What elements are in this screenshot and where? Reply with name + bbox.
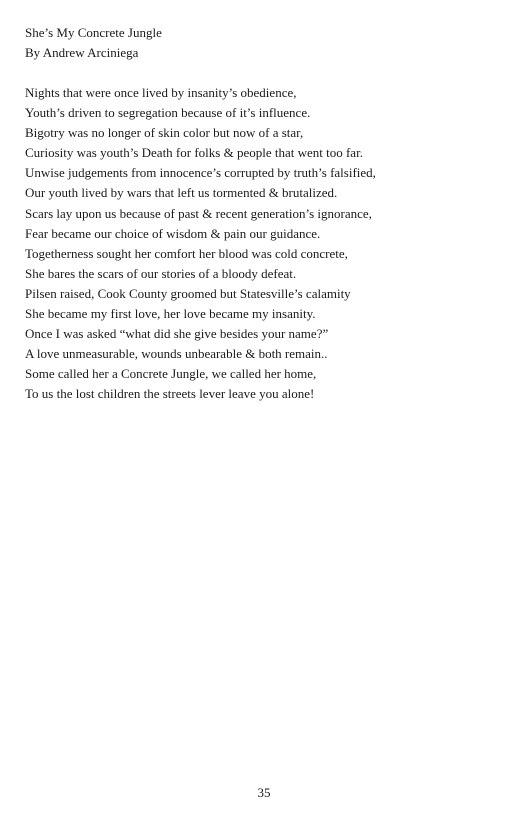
poem-line: She bares the scars of our stories of a bloody defeat. — [25, 265, 297, 281]
poem-header — [25, 23, 162, 63]
poem-line: To us the lost children the streets lever leave you alone! — [25, 386, 315, 402]
page-number: 35 — [257, 785, 271, 800]
poem-body — [25, 83, 505, 405]
poem-line: Scars lay upon us because of past & recent generation’s ignorance, — [25, 205, 372, 221]
poem-line: Nights that were once lived by insanity’s obedience, — [25, 85, 297, 100]
poem-title: She’s My Concrete Jungle — [25, 25, 162, 40]
poem-line: Some called her a Concrete Jungle, we called her home, — [25, 366, 317, 382]
poem-line: Curiosity was youth’s Death for folks & people that went too far. — [25, 145, 363, 161]
poem-line: A love unmeasurable, wounds unbearable & both remain.. — [25, 346, 328, 362]
poem-line: Once I was asked “what did she give besides your name?” — [25, 326, 329, 342]
poem-author: By Andrew Arciniega — [25, 45, 139, 60]
poem-line: Youth’s driven to segregation because of it’s influence. — [25, 105, 311, 121]
poem-line: Togetherness sought her comfort her blood was cold concrete, — [25, 245, 348, 261]
poem-line: Our youth lived by wars that left us tormented & brutalized. — [25, 185, 338, 201]
poem-line: Unwise judgements from innocence’s corrupted by truth’s falsified, — [25, 165, 376, 181]
poem-line: Pilsen raised, Cook County groomed but Statesville’s calamity — [25, 285, 351, 301]
poem-line: She became my first love, her love became my insanity. — [25, 306, 316, 322]
poem-line: Fear became our choice of wisdom & pain our guidance. — [25, 225, 321, 241]
poem-line: Bigotry was no longer of skin color but now of a star, — [25, 125, 304, 141]
